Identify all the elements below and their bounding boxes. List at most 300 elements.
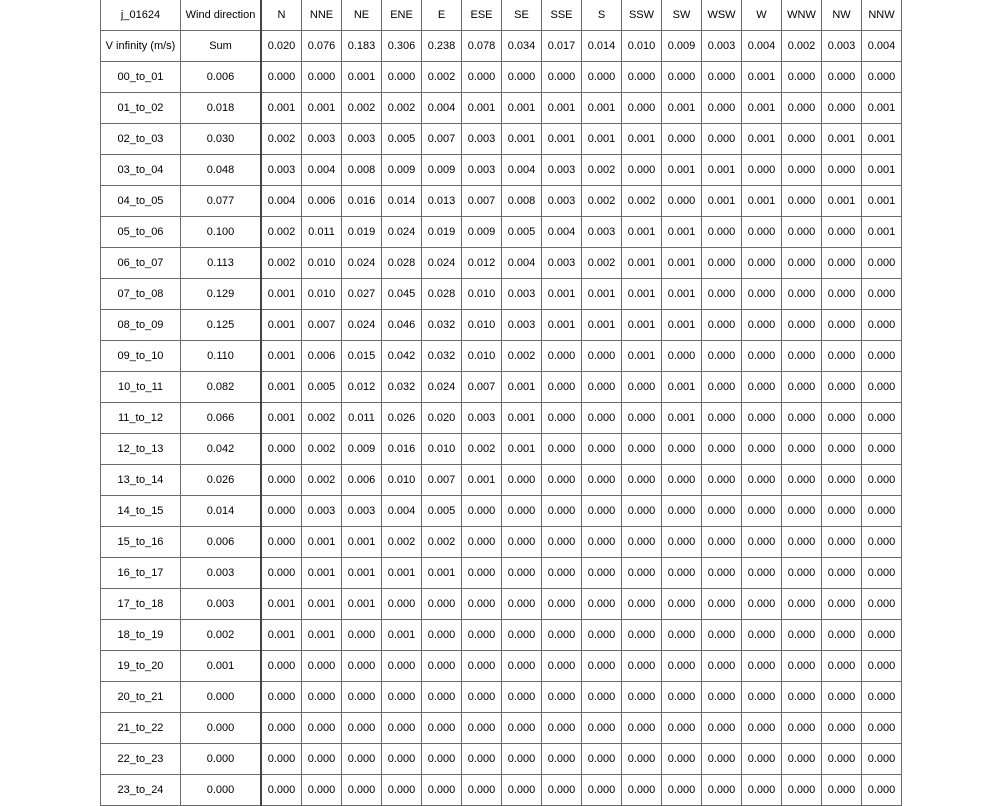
value-cell: 0.000	[822, 310, 862, 341]
value-cell: 0.000	[302, 651, 342, 682]
speed-bin-label: 17_to_18	[101, 589, 181, 620]
value-cell: 0.024	[342, 248, 382, 279]
value-cell: 0.000	[822, 775, 862, 806]
value-cell: 0.000	[782, 496, 822, 527]
value-cell: 0.002	[382, 527, 422, 558]
value-cell: 0.000	[342, 620, 382, 651]
value-cell: 0.000	[702, 93, 742, 124]
value-cell: 0.000	[782, 186, 822, 217]
value-cell: 0.000	[702, 558, 742, 589]
value-cell: 0.000	[702, 775, 742, 806]
value-cell: 0.000	[342, 744, 382, 775]
value-cell: 0.000	[862, 558, 902, 589]
value-cell: 0.000	[382, 651, 422, 682]
value-cell: 0.002	[302, 403, 342, 434]
value-cell: 0.000	[622, 527, 662, 558]
value-cell: 0.000	[542, 713, 582, 744]
value-cell: 0.000	[742, 465, 782, 496]
value-cell: 0.000	[822, 713, 862, 744]
direction-header-e: E	[422, 0, 462, 31]
value-cell: 0.032	[382, 372, 422, 403]
value-cell: 0.001	[342, 558, 382, 589]
value-cell: 0.004	[502, 155, 542, 186]
value-cell: 0.000	[462, 682, 502, 713]
value-cell: 0.000	[261, 558, 302, 589]
total-cell: 0.003	[822, 31, 862, 62]
value-cell: 0.000	[542, 434, 582, 465]
value-cell: 0.005	[382, 124, 422, 155]
value-cell: 0.027	[342, 279, 382, 310]
value-cell: 0.003	[542, 186, 582, 217]
value-cell: 0.000	[261, 713, 302, 744]
value-cell: 0.000	[542, 651, 582, 682]
value-cell: 0.000	[782, 310, 822, 341]
value-cell: 0.000	[782, 93, 822, 124]
value-cell: 0.011	[302, 217, 342, 248]
table-row	[101, 62, 902, 93]
value-cell: 0.000	[702, 713, 742, 744]
value-cell: 0.000	[582, 744, 622, 775]
value-cell: 0.000	[462, 589, 502, 620]
row-sum-cell: 0.000	[181, 775, 262, 806]
total-cell: 0.014	[582, 31, 622, 62]
value-cell: 0.000	[502, 682, 542, 713]
value-cell: 0.000	[261, 527, 302, 558]
v-infinity-label: V infinity (m/s)	[101, 31, 181, 62]
value-cell: 0.001	[582, 124, 622, 155]
table-row	[101, 93, 902, 124]
value-cell: 0.003	[261, 155, 302, 186]
direction-header-sw: SW	[662, 0, 702, 31]
value-cell: 0.001	[582, 279, 622, 310]
speed-bin-label: 05_to_06	[101, 217, 181, 248]
value-cell: 0.013	[422, 186, 462, 217]
value-cell: 0.000	[742, 713, 782, 744]
row-sum-cell: 0.002	[181, 620, 262, 651]
value-cell: 0.000	[862, 620, 902, 651]
row-sum-cell: 0.100	[181, 217, 262, 248]
value-cell: 0.000	[542, 527, 582, 558]
value-cell: 0.003	[502, 279, 542, 310]
value-cell: 0.001	[622, 124, 662, 155]
value-cell: 0.000	[662, 527, 702, 558]
value-cell: 0.000	[822, 279, 862, 310]
value-cell: 0.000	[742, 775, 782, 806]
value-cell: 0.012	[342, 372, 382, 403]
value-cell: 0.007	[462, 186, 502, 217]
speed-bin-label: 18_to_19	[101, 620, 181, 651]
value-cell: 0.002	[582, 248, 622, 279]
value-cell: 0.001	[302, 558, 342, 589]
value-cell: 0.001	[502, 372, 542, 403]
value-cell: 0.003	[302, 496, 342, 527]
total-cell: 0.238	[422, 31, 462, 62]
direction-header-se: SE	[502, 0, 542, 31]
value-cell: 0.001	[542, 93, 582, 124]
value-cell: 0.001	[742, 186, 782, 217]
value-cell: 0.000	[422, 744, 462, 775]
value-cell: 0.000	[862, 682, 902, 713]
value-cell: 0.000	[542, 775, 582, 806]
value-cell: 0.000	[862, 434, 902, 465]
value-cell: 0.003	[502, 310, 542, 341]
value-cell: 0.001	[342, 527, 382, 558]
value-cell: 0.000	[662, 620, 702, 651]
value-cell: 0.000	[622, 558, 662, 589]
value-cell: 0.000	[822, 372, 862, 403]
value-cell: 0.000	[702, 620, 742, 651]
direction-header-n: N	[261, 0, 302, 31]
value-cell: 0.000	[862, 713, 902, 744]
value-cell: 0.001	[542, 124, 582, 155]
value-cell: 0.000	[702, 62, 742, 93]
row-sum-cell: 0.026	[181, 465, 262, 496]
value-cell: 0.001	[302, 527, 342, 558]
value-cell: 0.001	[862, 155, 902, 186]
value-cell: 0.000	[422, 620, 462, 651]
value-cell: 0.001	[462, 93, 502, 124]
value-cell: 0.000	[462, 713, 502, 744]
value-cell: 0.000	[542, 558, 582, 589]
table-row	[101, 713, 902, 744]
row-sum-cell: 0.006	[181, 62, 262, 93]
value-cell: 0.003	[342, 496, 382, 527]
value-cell: 0.001	[261, 341, 302, 372]
value-cell: 0.000	[702, 248, 742, 279]
value-cell: 0.000	[782, 682, 822, 713]
value-cell: 0.001	[582, 93, 622, 124]
value-cell: 0.000	[462, 744, 502, 775]
speed-bin-label: 08_to_09	[101, 310, 181, 341]
direction-header-ne: NE	[342, 0, 382, 31]
value-cell: 0.003	[542, 155, 582, 186]
value-cell: 0.002	[622, 186, 662, 217]
value-cell: 0.001	[422, 558, 462, 589]
table-row	[101, 651, 902, 682]
value-cell: 0.000	[822, 527, 862, 558]
speed-bin-label: 01_to_02	[101, 93, 181, 124]
value-cell: 0.000	[502, 527, 542, 558]
value-cell: 0.000	[662, 682, 702, 713]
value-cell: 0.001	[542, 310, 582, 341]
value-cell: 0.000	[302, 62, 342, 93]
value-cell: 0.002	[422, 62, 462, 93]
wind-direction-header: Wind direction	[181, 0, 262, 31]
value-cell: 0.000	[782, 62, 822, 93]
sum-header-cell: Sum	[181, 31, 262, 62]
value-cell: 0.000	[502, 465, 542, 496]
value-cell: 0.000	[702, 465, 742, 496]
value-cell: 0.001	[302, 620, 342, 651]
value-cell: 0.045	[382, 279, 422, 310]
value-cell: 0.000	[782, 124, 822, 155]
value-cell: 0.005	[302, 372, 342, 403]
value-cell: 0.000	[742, 279, 782, 310]
value-cell: 0.000	[462, 651, 502, 682]
value-cell: 0.002	[422, 527, 462, 558]
value-cell: 0.000	[302, 682, 342, 713]
value-cell: 0.000	[742, 434, 782, 465]
value-cell: 0.000	[622, 496, 662, 527]
value-cell: 0.000	[742, 682, 782, 713]
value-cell: 0.002	[582, 155, 622, 186]
value-cell: 0.000	[462, 527, 502, 558]
value-cell: 0.000	[622, 434, 662, 465]
value-cell: 0.000	[382, 713, 422, 744]
value-cell: 0.000	[342, 713, 382, 744]
value-cell: 0.007	[462, 372, 502, 403]
value-cell: 0.000	[822, 682, 862, 713]
value-cell: 0.001	[662, 248, 702, 279]
value-cell: 0.019	[342, 217, 382, 248]
value-cell: 0.019	[422, 217, 462, 248]
value-cell: 0.000	[862, 403, 902, 434]
value-cell: 0.001	[662, 279, 702, 310]
speed-bin-label: 10_to_11	[101, 372, 181, 403]
value-cell: 0.024	[382, 217, 422, 248]
value-cell: 0.002	[302, 434, 342, 465]
value-cell: 0.000	[622, 155, 662, 186]
value-cell: 0.000	[702, 682, 742, 713]
value-cell: 0.009	[342, 434, 382, 465]
total-cell: 0.002	[782, 31, 822, 62]
value-cell: 0.000	[422, 682, 462, 713]
speed-bin-label: 23_to_24	[101, 775, 181, 806]
value-cell: 0.000	[622, 465, 662, 496]
value-cell: 0.001	[742, 124, 782, 155]
value-cell: 0.000	[302, 775, 342, 806]
row-sum-cell: 0.000	[181, 744, 262, 775]
total-cell: 0.020	[261, 31, 302, 62]
value-cell: 0.000	[342, 682, 382, 713]
speed-bin-label: 09_to_10	[101, 341, 181, 372]
table-row	[101, 744, 902, 775]
total-cell: 0.003	[702, 31, 742, 62]
row-sum-cell: 0.113	[181, 248, 262, 279]
value-cell: 0.000	[462, 62, 502, 93]
speed-bin-label: 19_to_20	[101, 651, 181, 682]
speed-bin-label: 00_to_01	[101, 62, 181, 93]
value-cell: 0.001	[261, 589, 302, 620]
total-cell: 0.078	[462, 31, 502, 62]
value-cell: 0.000	[742, 155, 782, 186]
value-cell: 0.000	[582, 527, 622, 558]
total-cell: 0.004	[742, 31, 782, 62]
value-cell: 0.000	[862, 62, 902, 93]
direction-header-wnw: WNW	[782, 0, 822, 31]
speed-bin-label: 22_to_23	[101, 744, 181, 775]
value-cell: 0.000	[582, 620, 622, 651]
value-cell: 0.000	[662, 775, 702, 806]
value-cell: 0.007	[422, 124, 462, 155]
value-cell: 0.000	[662, 713, 702, 744]
value-cell: 0.024	[422, 248, 462, 279]
value-cell: 0.001	[622, 279, 662, 310]
value-cell: 0.000	[742, 248, 782, 279]
value-cell: 0.003	[342, 124, 382, 155]
value-cell: 0.000	[542, 744, 582, 775]
value-cell: 0.000	[622, 589, 662, 620]
value-cell: 0.001	[462, 465, 502, 496]
value-cell: 0.000	[622, 403, 662, 434]
value-cell: 0.000	[782, 713, 822, 744]
value-cell: 0.032	[422, 310, 462, 341]
value-cell: 0.001	[862, 217, 902, 248]
value-cell: 0.010	[302, 279, 342, 310]
value-cell: 0.000	[582, 651, 622, 682]
value-cell: 0.000	[582, 372, 622, 403]
value-cell: 0.000	[582, 62, 622, 93]
value-cell: 0.000	[822, 403, 862, 434]
table-row	[101, 620, 902, 651]
row-sum-cell: 0.129	[181, 279, 262, 310]
value-cell: 0.000	[582, 775, 622, 806]
value-cell: 0.007	[302, 310, 342, 341]
value-cell: 0.000	[462, 620, 502, 651]
value-cell: 0.000	[782, 744, 822, 775]
value-cell: 0.000	[862, 248, 902, 279]
value-cell: 0.010	[462, 310, 502, 341]
value-cell: 0.000	[542, 465, 582, 496]
value-cell: 0.009	[462, 217, 502, 248]
speed-bin-label: 14_to_15	[101, 496, 181, 527]
value-cell: 0.000	[822, 62, 862, 93]
value-cell: 0.000	[542, 620, 582, 651]
value-cell: 0.000	[662, 744, 702, 775]
table-row	[101, 186, 902, 217]
value-cell: 0.001	[662, 155, 702, 186]
value-cell: 0.001	[622, 248, 662, 279]
value-cell: 0.000	[742, 651, 782, 682]
value-cell: 0.000	[261, 682, 302, 713]
speed-bin-label: 06_to_07	[101, 248, 181, 279]
value-cell: 0.001	[382, 558, 422, 589]
value-cell: 0.000	[702, 403, 742, 434]
value-cell: 0.000	[782, 465, 822, 496]
value-cell: 0.001	[382, 620, 422, 651]
value-cell: 0.000	[822, 217, 862, 248]
value-cell: 0.001	[502, 93, 542, 124]
table-row	[101, 310, 902, 341]
value-cell: 0.000	[862, 279, 902, 310]
value-cell: 0.000	[422, 713, 462, 744]
row-sum-cell: 0.077	[181, 186, 262, 217]
value-cell: 0.000	[542, 341, 582, 372]
value-cell: 0.002	[261, 248, 302, 279]
value-cell: 0.000	[702, 434, 742, 465]
value-cell: 0.020	[422, 403, 462, 434]
table-row	[101, 403, 902, 434]
value-cell: 0.000	[822, 93, 862, 124]
value-cell: 0.000	[582, 558, 622, 589]
direction-header-w: W	[742, 0, 782, 31]
value-cell: 0.026	[382, 403, 422, 434]
speed-bin-label: 03_to_04	[101, 155, 181, 186]
value-cell: 0.000	[502, 62, 542, 93]
value-cell: 0.001	[302, 589, 342, 620]
table-row	[101, 155, 902, 186]
value-cell: 0.000	[261, 744, 302, 775]
value-cell: 0.004	[302, 155, 342, 186]
value-cell: 0.002	[261, 217, 302, 248]
value-cell: 0.000	[862, 465, 902, 496]
row-sum-cell: 0.018	[181, 93, 262, 124]
value-cell: 0.000	[742, 558, 782, 589]
row-sum-cell: 0.001	[181, 651, 262, 682]
table-row	[101, 341, 902, 372]
value-cell: 0.000	[662, 186, 702, 217]
speed-bin-label: 13_to_14	[101, 465, 181, 496]
value-cell: 0.024	[342, 310, 382, 341]
table-row	[101, 248, 902, 279]
table-row	[101, 589, 902, 620]
value-cell: 0.000	[582, 341, 622, 372]
value-cell: 0.001	[502, 403, 542, 434]
value-cell: 0.001	[302, 93, 342, 124]
value-cell: 0.010	[302, 248, 342, 279]
value-cell: 0.000	[582, 682, 622, 713]
table-row	[101, 682, 902, 713]
table-row	[101, 434, 902, 465]
value-cell: 0.000	[702, 341, 742, 372]
value-cell: 0.000	[302, 744, 342, 775]
value-cell: 0.001	[622, 310, 662, 341]
value-cell: 0.000	[261, 496, 302, 527]
value-cell: 0.000	[542, 496, 582, 527]
value-cell: 0.001	[261, 372, 302, 403]
total-cell: 0.034	[502, 31, 542, 62]
row-sum-cell: 0.003	[181, 558, 262, 589]
value-cell: 0.000	[862, 341, 902, 372]
value-cell: 0.001	[582, 310, 622, 341]
value-cell: 0.000	[622, 682, 662, 713]
value-cell: 0.000	[422, 589, 462, 620]
value-cell: 0.000	[382, 744, 422, 775]
totals-row	[101, 31, 902, 62]
value-cell: 0.000	[502, 713, 542, 744]
value-cell: 0.000	[502, 496, 542, 527]
speed-bin-label: 20_to_21	[101, 682, 181, 713]
value-cell: 0.000	[582, 496, 622, 527]
total-cell: 0.010	[622, 31, 662, 62]
value-cell: 0.000	[662, 434, 702, 465]
value-cell: 0.000	[742, 744, 782, 775]
row-sum-cell: 0.000	[181, 713, 262, 744]
value-cell: 0.000	[742, 496, 782, 527]
table-row	[101, 124, 902, 155]
speed-bin-label: 07_to_08	[101, 279, 181, 310]
total-cell: 0.009	[662, 31, 702, 62]
value-cell: 0.002	[462, 434, 502, 465]
direction-header-ese: ESE	[462, 0, 502, 31]
row-sum-cell: 0.082	[181, 372, 262, 403]
value-cell: 0.000	[502, 744, 542, 775]
value-cell: 0.000	[582, 403, 622, 434]
value-cell: 0.000	[382, 589, 422, 620]
value-cell: 0.002	[261, 124, 302, 155]
value-cell: 0.003	[462, 403, 502, 434]
value-cell: 0.001	[862, 124, 902, 155]
value-cell: 0.001	[822, 186, 862, 217]
value-cell: 0.000	[782, 217, 822, 248]
value-cell: 0.000	[742, 589, 782, 620]
speed-bin-label: 04_to_05	[101, 186, 181, 217]
value-cell: 0.000	[702, 279, 742, 310]
value-cell: 0.001	[862, 186, 902, 217]
value-cell: 0.000	[542, 589, 582, 620]
value-cell: 0.002	[582, 186, 622, 217]
value-cell: 0.000	[702, 527, 742, 558]
